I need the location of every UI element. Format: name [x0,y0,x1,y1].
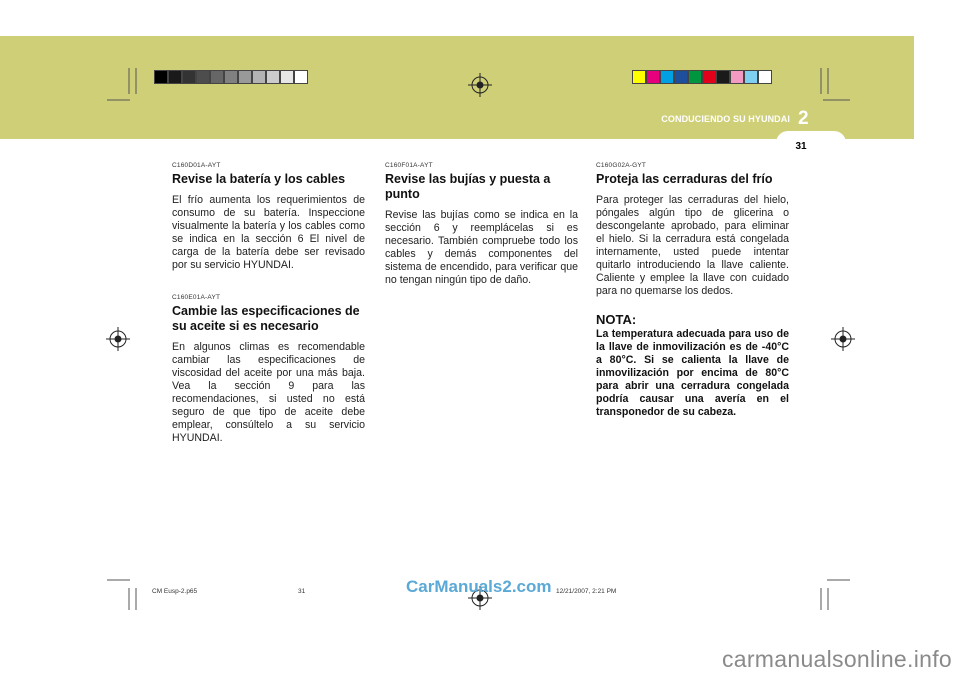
section-heading: Revise las bujías y puesta a punto [385,172,551,201]
section-oil [172,294,365,445]
note-text: La temperatura adecuada para uso de la llave de inmovilización es de -40°C a 80°C. Si se calienta la llave de inmovilización por encima de 80°C para abrir una cerradura congelada podría causar una avería en el transponedor de su cabeza. [596,328,789,418]
footer-timestamp: 12/21/2007, 2:21 PM [556,588,617,595]
section-spark-plugs [385,162,578,287]
section-code: C160E01A-AYT [172,294,221,301]
registration-mark-right [831,327,855,351]
section-code: C160D01A-AYT [172,162,221,169]
site-watermark[interactable]: carmanualsonline.info [721,646,952,672]
section-heading: Revise la batería y los cables [172,172,346,186]
note-box [596,312,789,419]
section-number: 2 [798,108,809,129]
section-body: Para proteger las cerraduras del hielo, póngales algún tipo de glicerina o descongelante aprobado, para eliminar el hielo. Si la cerradura está congelada internamente, usted puede intentar quitarlo introduciendo la llave caliente. Caliente y emplee la llave con cuidado para no quemarse los dedos. [596,194,789,297]
registration-mark-left [106,327,130,351]
section-body: El frío aumenta los requerimientos de consumo de su batería. Inspeccione visualmente la batería y los cables como se indica en la sección 6 El nivel de carga de la batería debe ser revisado por su servicio HYUNDAI. [172,194,365,271]
footer-file: CM Eusp-2.p65 [152,588,198,595]
section-body: En algunos climas es recomendable cambiar las especificaciones de viscosidad del aceite por una más baja. Vea la sección 9 para las recomendaciones, si usted no está seguro de que tipo de aceite debe emplear, consúltelo a su servicio HYUNDAI. [172,341,365,444]
column-2 [385,162,578,309]
section-code: C160G02A-GYT [596,162,647,169]
section-heading: Proteja las cerraduras del frío [596,172,773,186]
section-code: C160F01A-AYT [385,162,433,169]
column-1 [172,162,365,467]
column-3 [596,162,789,419]
footer-page: 31 [298,588,306,595]
section-heading: Cambie las especificaciones de su aceite si es necesario [172,304,360,333]
note-title: NOTA: [596,312,637,327]
section-locks [596,162,789,298]
page-number: 31 [795,141,807,152]
section-title: CONDUCIENDO SU HYUNDAI [661,114,790,124]
section-body: Revise las bujías como se indica en la sección 6 y reemplácelas si es necesario. También compruebe todo los cables y demás componentes del sistema de encendido, para verificar que no tengan ningún tipo de daño. [385,209,578,286]
watermark-logo[interactable]: CarManuals2.com [406,577,552,596]
section-battery [172,162,365,272]
registration-mark-top [468,73,492,97]
